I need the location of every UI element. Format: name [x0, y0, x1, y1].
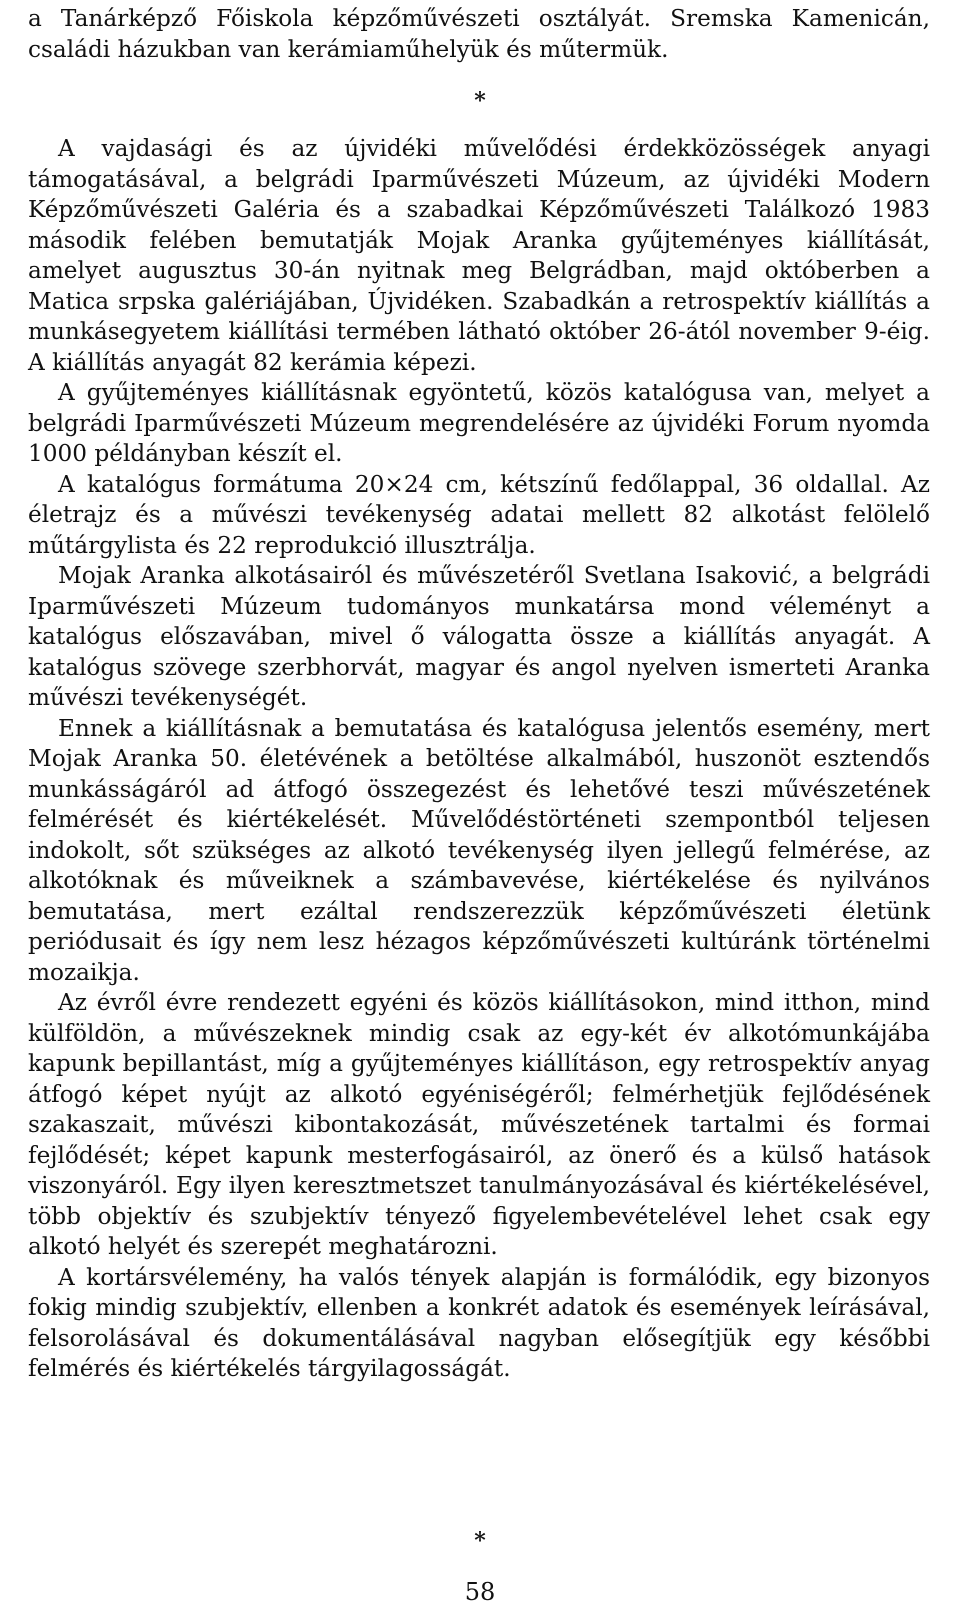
paragraph: Ennek a kiállításnak a bemutatása és katalógusa jelentős esemény, mert Mojak Aranka 50. életévének a betöltése alkalmából, huszonöt esztendős munkásságáról ad átfogó összegezést és lehetővé teszi művészetének felmérését és kiértékelését. Művelődéstörténeti szempontból teljesen indokolt, sőt szükséges az alkotó tevékenység ilyen jellegű felmérése, az alkotóknak és műveiknek a számbavevése, kiértékelése és nyilvános bemutatása, mert ezáltal rendszerezzük képzőművészeti életünk periódusait és így nem lesz hézagos képzőművészeti kultúránk történelmi mozaikja.	[28, 714, 930, 986]
opening-paragraph	[28, 4, 930, 65]
section-separator-top: *	[474, 88, 486, 114]
paragraph: Az évről évre rendezett egyéni és közös kiállításokon, mind itthon, mind külföldön, a művészeknek mindig csak az egy-két év alkotómunkájába kapunk bepillantást, míg a gyűjteményes kiállításon, egy retrospektív anyag átfogó képet nyújt az alkotó egyéniségéről; felmérhetjük fejlődésének szakaszait, művészi kibontakozását, művészetének tartalmi és formai fejlődését; képet kapunk mesterfogásairól, az önerő és a külső hatások viszonyáról. Egy ilyen keresztmetszet tanulmányozásával és kiértékelésével, több objektív és szubjektív tényező figyelembevételével lehet csak egy alkotó helyét és szerepét meghatározni.	[28, 989, 930, 1260]
paragraph: a Tanárképző Főiskola képzőművészeti osztályát. Sremska Kamenicán, családi házukban van kerámiaműhelyük és műtermük.	[28, 5, 930, 63]
page-number: 58	[464, 1578, 496, 1606]
paragraph: A vajdasági és az újvidéki művelődési érdekközösségek anyagi támogatásával, a belgrádi Iparművészeti Múzeum, az újvidéki Modern Képzőművészeti Galéria és a szabadkai Képzőművészeti Találkozó 1983 második felében bemutatják Mojak Aranka gyűjteményes kiállítását, amelyet augusztus 30-án nyitnak meg Belgrádban, majd októberben a Matica srpska galériájában, Újvidéken. Szabadkán a retrospektív kiállítás a munkásegyetem kiállítási termében látható október 26-ától november 9-éig. A kiállítás anyagát 82 kerámia képezi.	[28, 135, 930, 376]
body-text	[28, 134, 930, 1385]
paragraph: A katalógus formátuma 20×24 cm, kétszínű fedőlappal, 36 oldallal. Az életrajz és a művészi tevékenység adatai mellett 82 alkotást felölelő műtárgylista és 22 reprodukció illusztrálja.	[28, 470, 930, 559]
paragraph: Mojak Aranka alkotásairól és művészetéről Svetlana Isaković, a belgrádi Iparművészeti Múzeum tudományos munkatársa mond véleményt a katalógus előszavában, mivel ő válogatta össze a kiállítás anyagát. A katalógus szövege szerbhorvát, magyar és angol nyelven ismerteti Aranka művészi tevékenységét.	[28, 562, 930, 711]
paragraph: A kortársvélemény, ha valós tények alapján is formálódik, egy bizonyos fokig mindig szubjektív, ellenben a konkrét adatok és események leírásával, felsorolásával és dokumentálásával nagyban elősegítjük egy későbbi felmérés és kiértékelés tárgyilagosságát.	[28, 1263, 930, 1382]
paragraph: A gyűjteményes kiállításnak egyöntetű, közös katalógusa van, melyet a belgrádi Iparművészeti Múzeum megrendelésére az újvidéki Forum nyomda 1000 példányban készít el.	[28, 379, 930, 467]
section-separator-bottom: *	[474, 1528, 486, 1554]
